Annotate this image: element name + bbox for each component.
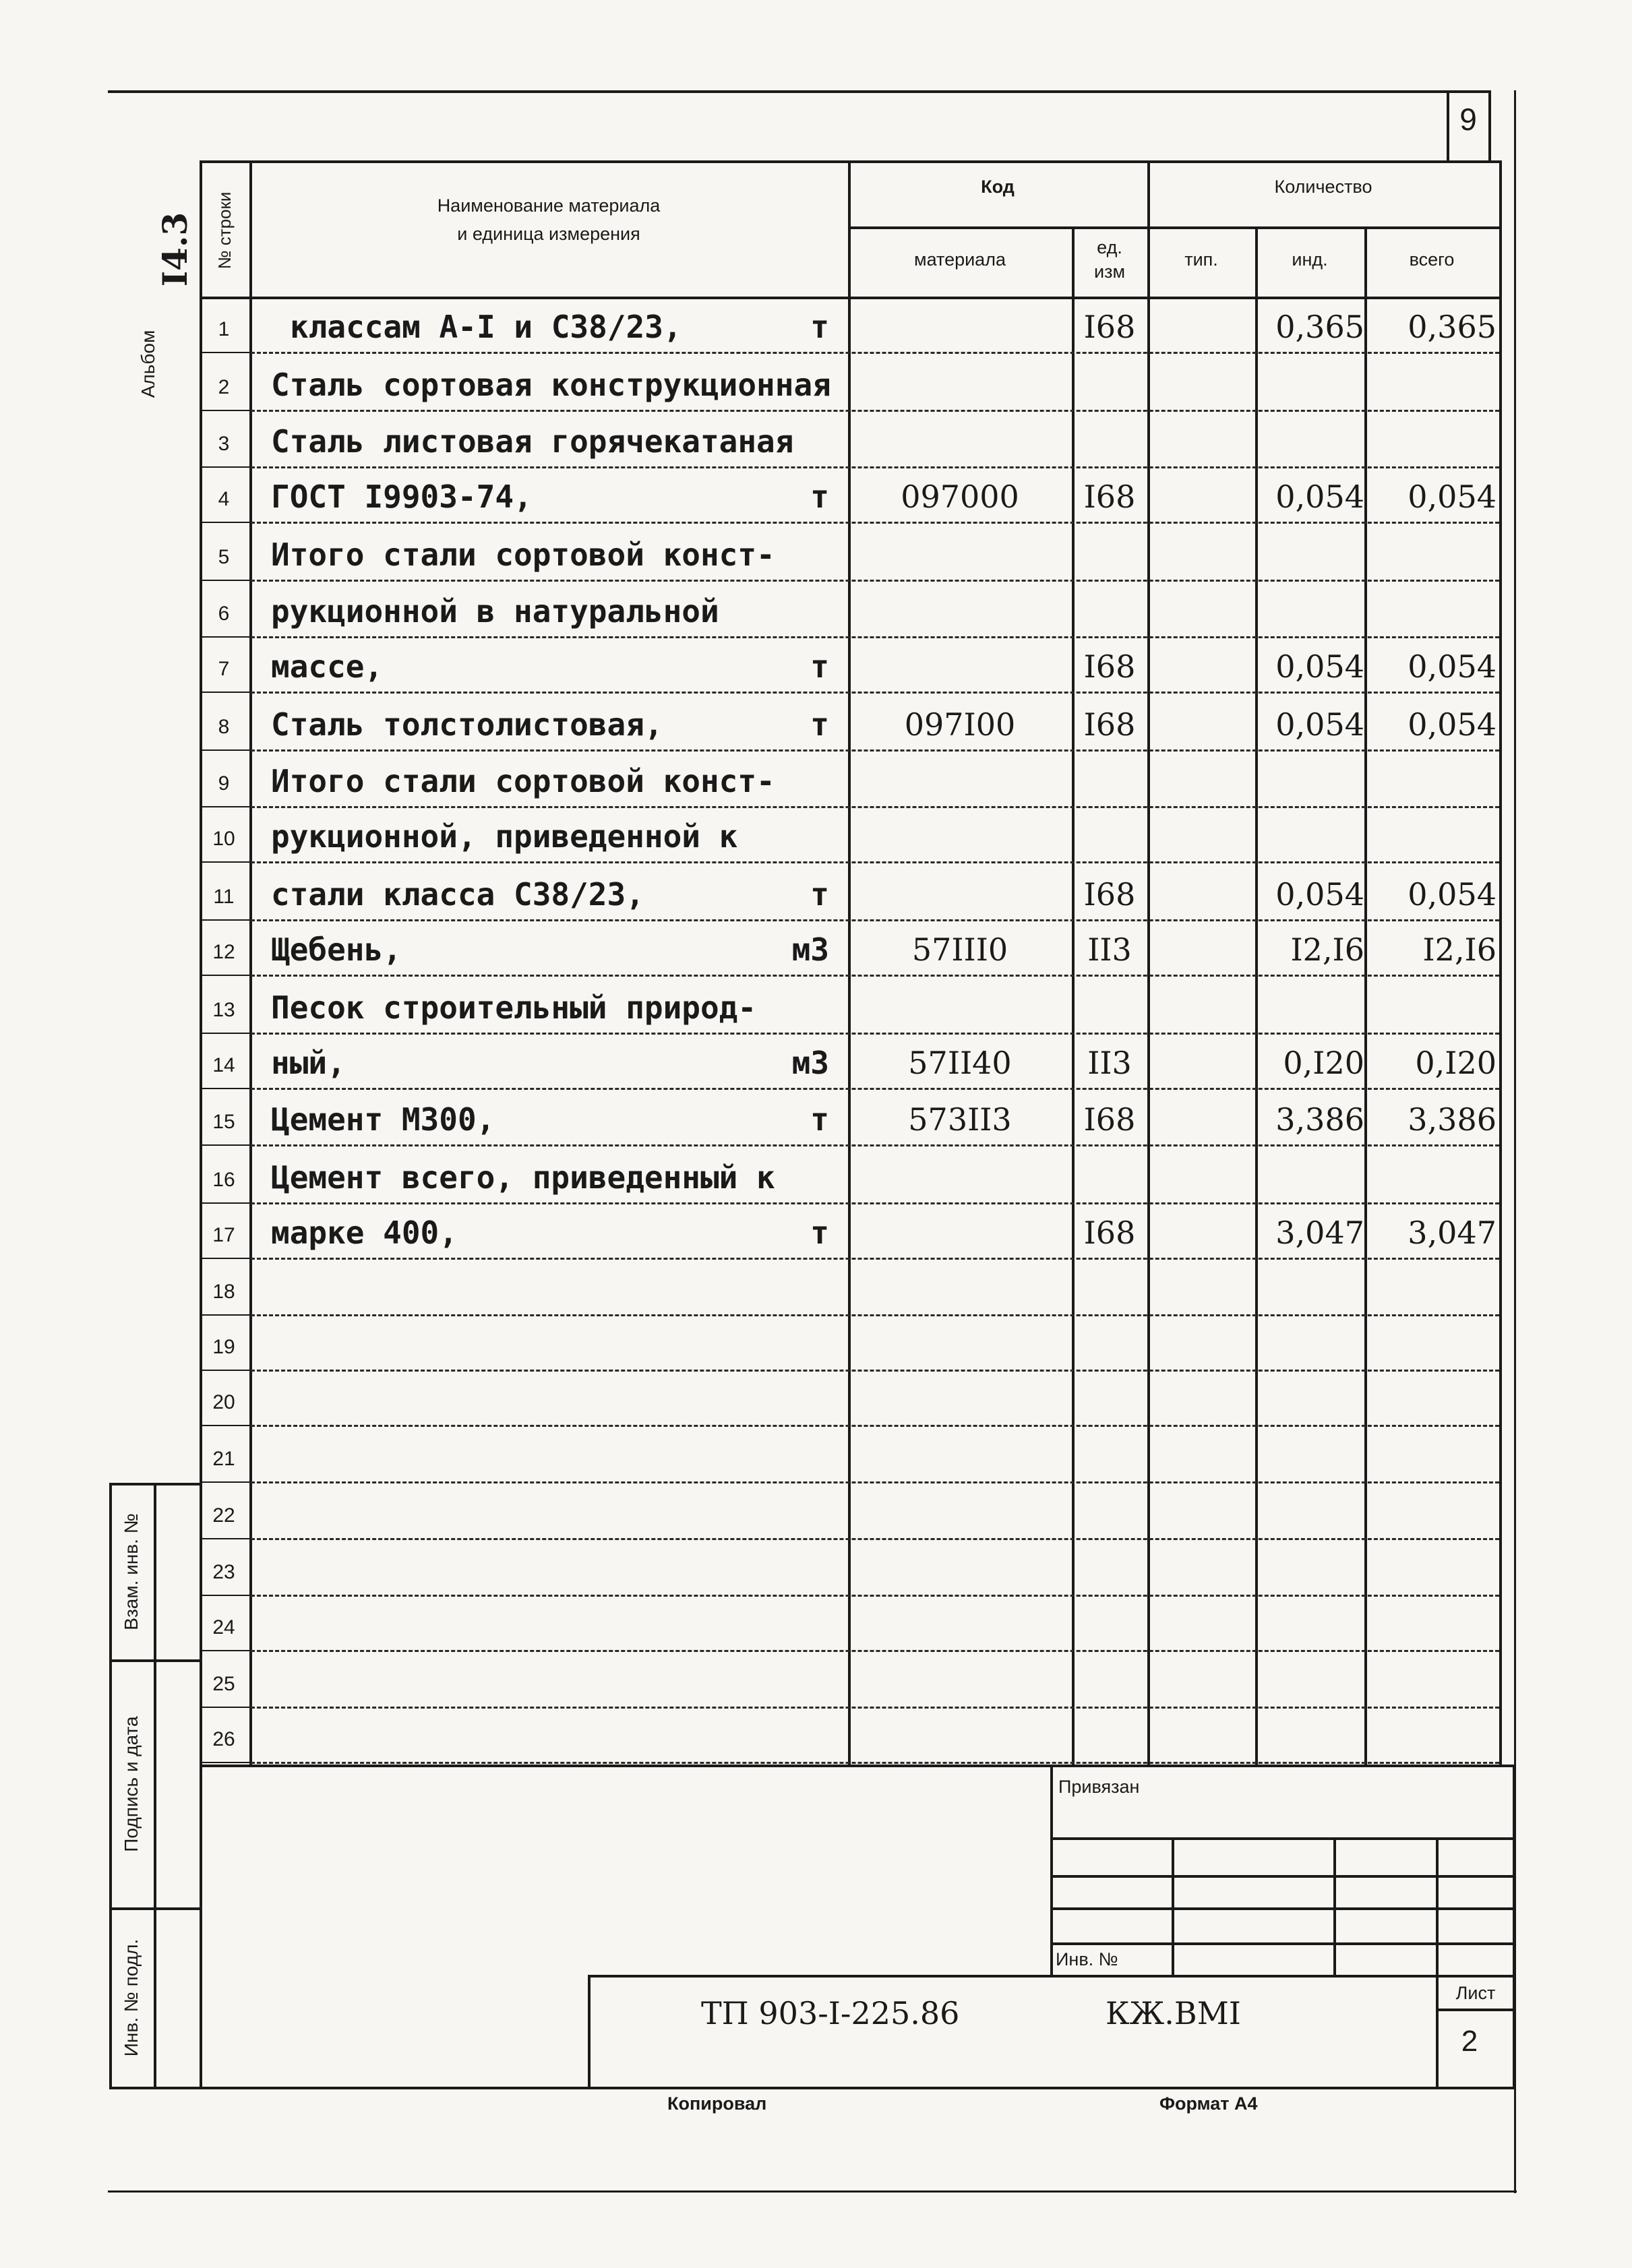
header-code: Код [981, 177, 1015, 197]
row-number: 2 [218, 376, 230, 398]
row-number-separator [201, 1707, 249, 1708]
row-number: 14 [212, 1054, 235, 1076]
row-separator [251, 352, 1499, 355]
row-number: 12 [212, 941, 235, 963]
unit-of-measure: т [810, 1101, 829, 1138]
row-separator [251, 1650, 1499, 1653]
header-unit-line1: ед. [1097, 237, 1122, 257]
material-name: Итого стали сортовой конст- [271, 763, 775, 799]
row-number: 22 [212, 1504, 235, 1527]
row-separator [251, 580, 1499, 583]
material-name: рукционной в натуральной [271, 593, 719, 630]
cell-code: 097000 [901, 479, 1019, 515]
row-number: 15 [212, 1111, 235, 1133]
row-number-separator [201, 1314, 249, 1316]
cell-ind: 0,054 [1275, 479, 1364, 515]
unit-of-measure: т [810, 648, 829, 685]
header-ind: инд. [1292, 249, 1328, 270]
stamp-privyazan: Привязан [1058, 1777, 1140, 1797]
cell-total: 0,054 [1408, 648, 1497, 685]
header-quantity: Количество [1274, 177, 1372, 197]
row-number-separator [201, 749, 249, 751]
row-number: 5 [218, 546, 230, 568]
row-number-separator [201, 1538, 249, 1539]
row-number-separator [201, 861, 249, 863]
header-name-line2: и единица измерения [457, 224, 640, 244]
unit-of-measure: м3 [791, 1045, 829, 1081]
cell-total: 3,047 [1408, 1215, 1497, 1251]
unit-of-measure: м3 [791, 931, 829, 968]
row-number: 11 [213, 886, 235, 908]
row-number-separator [201, 1762, 249, 1763]
row-separator [251, 1144, 1499, 1148]
row-separator [251, 1314, 1499, 1318]
row-number: 18 [212, 1281, 235, 1303]
sheet-label: Лист [1455, 1983, 1496, 2003]
material-name: марке 400, [271, 1215, 458, 1251]
header-row-number: № строки [214, 191, 235, 270]
cell-total: 3,386 [1408, 1101, 1497, 1138]
cell-total: 0,I20 [1415, 1045, 1497, 1081]
material-name: Цемент всего, приведенный к [271, 1159, 775, 1196]
material-name: Итого стали сортовой конст- [271, 537, 775, 573]
row-number: 1 [218, 318, 230, 340]
row-number-separator [201, 1595, 249, 1596]
row-separator [251, 692, 1499, 695]
row-separator [251, 1088, 1499, 1091]
row-number: 21 [212, 1448, 235, 1470]
row-number: 20 [212, 1391, 235, 1413]
row-number-separator [201, 1481, 249, 1483]
cell-uom: II3 [1087, 931, 1132, 968]
row-number-separator [201, 692, 249, 693]
label-podpis-data: Подпись и дата [121, 1716, 142, 1852]
cell-ind: 0,054 [1275, 648, 1364, 685]
row-separator [251, 975, 1499, 978]
header-name-line1: Наименование материала [437, 195, 661, 216]
album-number: I4.3 [155, 212, 195, 287]
row-number-separator [201, 1650, 249, 1651]
row-number-separator [201, 1144, 249, 1146]
row-number-separator [201, 636, 249, 638]
row-separator [251, 1481, 1499, 1485]
cell-total: 0,054 [1408, 876, 1497, 913]
cell-uom: I68 [1083, 309, 1136, 345]
cell-ind: 0,I20 [1283, 1045, 1364, 1081]
cell-total: I2,I6 [1422, 931, 1497, 968]
row-number: 17 [212, 1224, 235, 1246]
cell-ind: 0,054 [1275, 876, 1364, 913]
row-separator [251, 636, 1499, 640]
row-number: 25 [212, 1673, 235, 1695]
header-material: материала [914, 249, 1006, 270]
row-separator [251, 919, 1499, 923]
row-number: 3 [218, 433, 230, 455]
row-number-separator [201, 1033, 249, 1034]
row-separator [251, 806, 1499, 809]
row-number: 13 [212, 999, 235, 1021]
cell-uom: II3 [1087, 1045, 1132, 1081]
row-number-separator [201, 975, 249, 976]
row-number: 6 [218, 603, 230, 625]
row-number-separator [201, 1258, 249, 1259]
cell-uom: I68 [1083, 1215, 1136, 1251]
row-number-separator [201, 352, 249, 353]
material-name: Сталь листовая горячекатаная [271, 423, 794, 460]
row-number-separator [201, 466, 249, 468]
stamp-inv-no: Инв. № [1056, 1949, 1118, 1969]
row-separator [251, 1425, 1499, 1428]
material-name: Цемент М300, [271, 1101, 495, 1138]
row-number-separator [201, 1088, 249, 1089]
row-number: 4 [218, 488, 230, 510]
row-separator [251, 1595, 1499, 1598]
row-separator [251, 1258, 1499, 1261]
row-separator [251, 466, 1499, 470]
header-unit-line2: изм [1093, 262, 1126, 282]
row-separator [251, 1370, 1499, 1373]
row-number: 8 [218, 716, 230, 738]
cell-total: 0,365 [1408, 309, 1497, 345]
row-separator [251, 1538, 1499, 1541]
document-code: ТП 903-I-225.86 [701, 1995, 960, 2031]
unit-of-measure: т [810, 706, 829, 743]
cell-code: 57II40 [908, 1045, 1012, 1081]
row-number-separator [201, 1202, 249, 1204]
cell-ind: 3,386 [1275, 1101, 1364, 1138]
row-number-separator [201, 806, 249, 807]
unit-of-measure: т [810, 479, 829, 515]
label-vzam-inv: Взам. инв. № [121, 1513, 142, 1630]
row-separator [251, 1202, 1499, 1206]
row-number-separator [201, 522, 249, 523]
material-name: массе, [271, 648, 384, 685]
cell-code: 573II3 [908, 1101, 1012, 1138]
cell-ind: 0,054 [1275, 706, 1364, 743]
cell-code: 57III0 [911, 931, 1008, 968]
unit-of-measure: т [810, 1215, 829, 1251]
material-name: ный, [271, 1045, 346, 1081]
material-name: Щебень, [271, 931, 402, 968]
row-separator [251, 522, 1499, 525]
row-number-separator [201, 1425, 249, 1426]
footer-copied: Копировал [667, 2093, 767, 2114]
row-separator [251, 410, 1499, 413]
material-name: классам А-I и С38/23, [290, 309, 682, 345]
material-name: ГОСТ I9903-74, [271, 479, 533, 515]
row-separator [251, 1033, 1499, 1036]
header-total: всего [1409, 249, 1455, 270]
material-name: рукционной, приведенной к [271, 818, 738, 855]
cell-uom: I68 [1083, 706, 1136, 743]
cell-code: 097I00 [904, 706, 1016, 743]
material-name: стали класса С38/23, [271, 876, 644, 913]
material-name: Сталь сортовая конструкционная [271, 367, 831, 403]
row-separator [251, 1707, 1499, 1710]
material-name: Сталь толстолистовая, [271, 706, 663, 743]
row-number-separator [201, 580, 249, 581]
row-number-separator [201, 1370, 249, 1371]
row-number: 9 [218, 772, 230, 795]
row-number: 24 [212, 1616, 235, 1638]
album-label: Альбом [138, 330, 158, 398]
cell-ind: 0,365 [1275, 309, 1364, 345]
document-mark: КЖ.ВМI [1106, 1995, 1241, 2031]
cell-ind: 3,047 [1275, 1215, 1364, 1251]
row-number: 7 [218, 658, 230, 680]
sheet-number: 2 [1461, 2025, 1478, 2058]
label-inv-podl: Инв. № подл. [121, 1938, 142, 2057]
page-number: 9 [1459, 102, 1477, 137]
cell-total: 0,054 [1408, 706, 1497, 743]
row-number: 10 [212, 828, 235, 850]
row-number: 23 [212, 1561, 235, 1583]
row-number: 16 [212, 1169, 235, 1191]
footer-format: Формат А4 [1159, 2093, 1258, 2114]
unit-of-measure: т [810, 876, 829, 913]
cell-uom: I68 [1083, 479, 1136, 515]
row-number: 19 [212, 1336, 235, 1358]
cell-total: 0,054 [1408, 479, 1497, 515]
cell-uom: I68 [1083, 1101, 1136, 1138]
header-typ: тип. [1184, 249, 1218, 270]
cell-ind: I2,I6 [1290, 931, 1364, 968]
unit-of-measure: т [810, 309, 829, 345]
row-separator [251, 861, 1499, 865]
cell-uom: I68 [1083, 876, 1136, 913]
row-number-separator [201, 919, 249, 921]
row-number-separator [201, 410, 249, 411]
material-name: Песок строительный природ- [271, 989, 757, 1026]
row-separator [251, 749, 1499, 753]
row-number: 26 [212, 1728, 235, 1750]
cell-uom: I68 [1083, 648, 1136, 685]
